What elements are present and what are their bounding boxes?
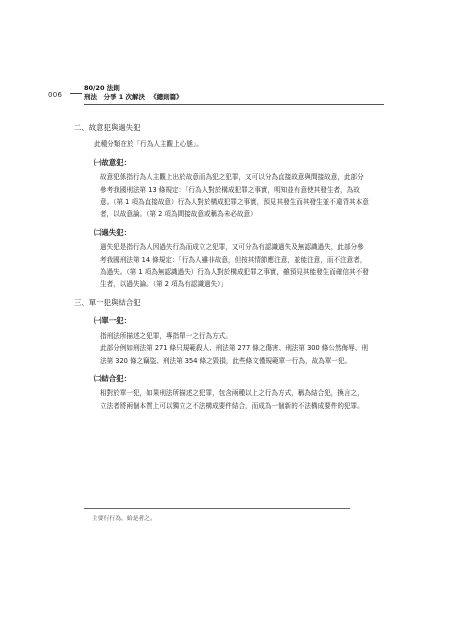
body-combined-crime: 相對於單一犯，如果刑法所描述之犯罪，包含兩種以上之行為方式，稱為結合犯，換言之，立法者將兩個本質上可以獨立之不法構成要件結合，而成為一個新的不法構成要件的犯罪。 xyxy=(100,389,364,410)
footnote: 主要行行為，始是者之。 xyxy=(92,516,156,522)
subheading-negligent-crime: ㈡過失犯： xyxy=(94,227,131,237)
footnote-divider xyxy=(84,508,350,509)
main-content xyxy=(70,122,370,412)
body-intentional-crime: 故意犯係指行為人主觀上出於故意而為犯之犯罪，又可以分為直接故意與間接故意，此部分參考我國刑法第 13 條規定：「行為人對於構成犯罪之事實，明知並有意使其發生者，為故意。（第 1 項為直接故意）行為人對於構成犯罪之事實，預見其發生而其發生並不違背其本意者，以故意論。（第 2 項為間接故意或稱為未必故意） xyxy=(100,173,369,219)
header-rule xyxy=(70,93,82,94)
running-header xyxy=(84,84,183,102)
subheading-intentional-crime: ㈠故意犯： xyxy=(94,157,131,167)
series-label: 80/20 法則 xyxy=(84,84,120,92)
header-divider xyxy=(84,104,384,105)
book-subtitle: 《總則篇》 xyxy=(150,93,183,101)
body-negligent-crime: 過失犯是指行為人因過失行為而成立之犯罪，又可分為有認識過失及無認識過失，此部分參考我國刑法第 14 條規定：「行為人雖非故意，但按其情節應注意，並能注意，而不注意者，為過失。（第 1 項為無認識過失）行為人對於構成犯罪之事實，雖預見其能發生而確信其不發生者，以過失論。（第 2 項為有認識過失）」 xyxy=(100,243,369,289)
subheading-combined-crime: ㈡結合犯： xyxy=(94,373,131,383)
section-intro: 此種分類在於「行為人主觀上心態」。 xyxy=(94,140,203,149)
section-heading-intent-negligence: 二、故意犯與過失犯 xyxy=(74,123,141,132)
book-title xyxy=(84,93,183,102)
page-number: 006 xyxy=(48,91,63,99)
book-title-main: 刑法 分爭 1 次解決 xyxy=(84,93,146,101)
section-heading-single-combined: 三、單一犯與結合犯 xyxy=(74,297,141,307)
subheading-single-crime: ㈠單一犯： xyxy=(94,316,131,326)
body-single-crime: 指刑法所描述之犯罪，專指單一之行為方式。 此部分例如刑法第 271 條只規範殺人、刑法第 277 條之傷害、刑法第 300 條公然侮辱、刑法第 320 條之竊盜、刑法第 354 條之毀損，此些條文僅規範單一行為，故為單一犯。 xyxy=(100,331,368,365)
